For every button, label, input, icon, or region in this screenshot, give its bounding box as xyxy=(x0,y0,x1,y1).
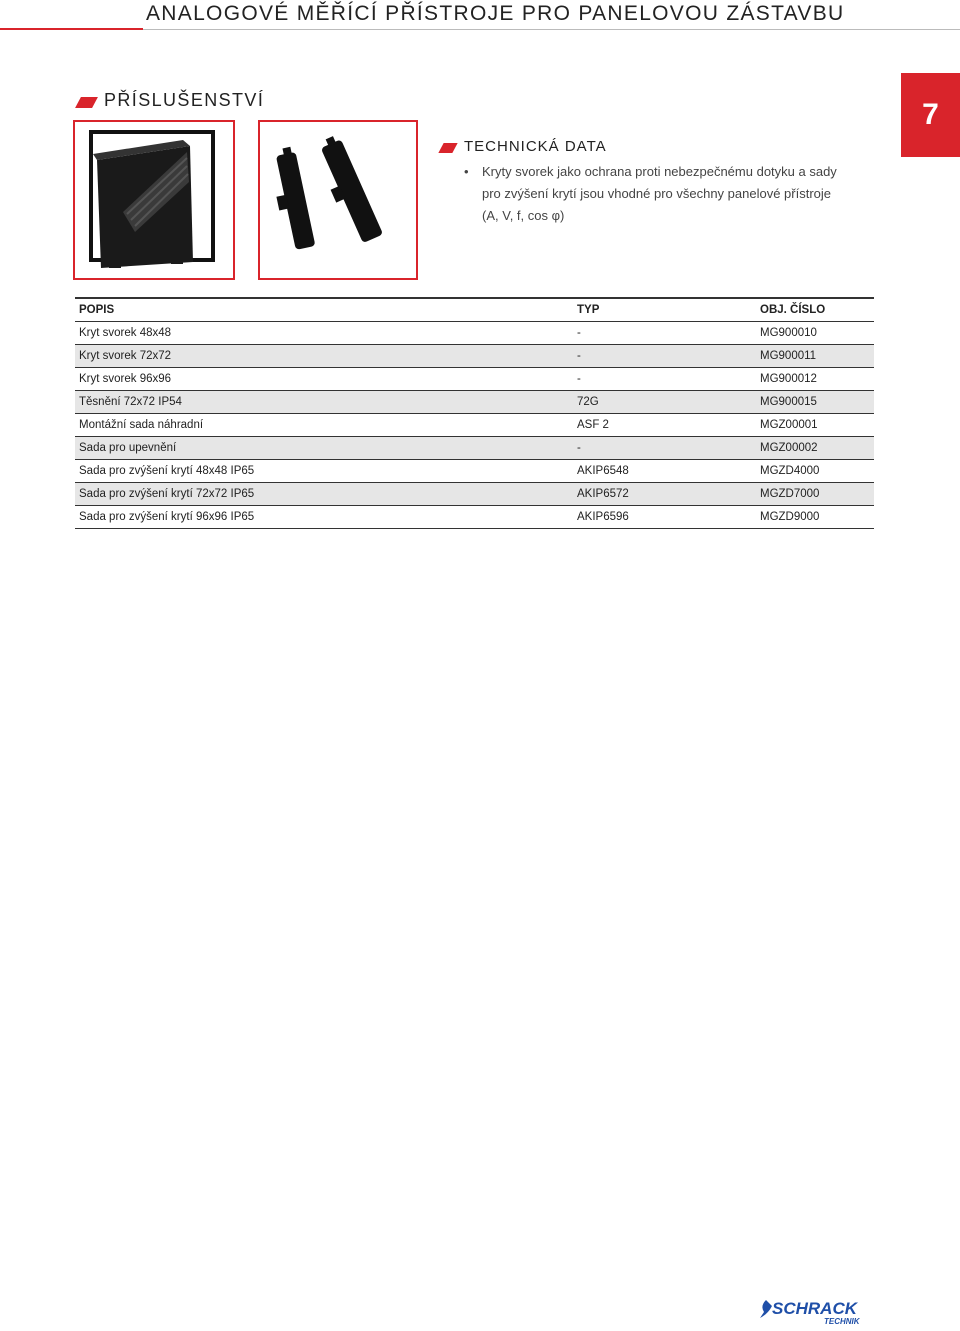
cell-typ: AKIP6548 xyxy=(577,465,629,477)
table-row xyxy=(75,506,874,529)
cell-obj-cislo: MG900010 xyxy=(760,327,817,339)
cell-obj-cislo: MGZD7000 xyxy=(760,488,820,500)
schrack-logo xyxy=(758,1296,880,1326)
cell-typ: AKIP6596 xyxy=(577,511,629,523)
table-row xyxy=(75,368,874,391)
cell-typ: - xyxy=(577,350,581,362)
table-row xyxy=(75,437,874,460)
tech-data-body xyxy=(464,161,874,227)
cell-obj-cislo: MGZD4000 xyxy=(760,465,820,477)
table-row xyxy=(75,460,874,483)
table-row xyxy=(75,345,874,368)
tech-marker-icon xyxy=(438,143,457,153)
cell-obj-cislo: MGZ00001 xyxy=(760,419,818,431)
terminal-cover-icon xyxy=(75,122,233,278)
cell-obj-cislo: MG900011 xyxy=(760,350,817,362)
cell-typ: AKIP6572 xyxy=(577,488,629,500)
cell-popis: Těsnění 72x72 IP54 xyxy=(79,396,182,408)
cell-typ: 72G xyxy=(577,396,599,408)
cell-obj-cislo: MG900012 xyxy=(760,373,817,385)
cell-obj-cislo: MGZ00002 xyxy=(760,442,818,454)
cell-popis: Sada pro zvýšení krytí 72x72 IP65 xyxy=(79,488,255,500)
column-header-obj-cislo: OBJ. ČÍSLO xyxy=(760,304,826,316)
table-row xyxy=(75,483,874,506)
cell-popis: Sada pro zvýšení krytí 48x48 IP65 xyxy=(79,465,255,477)
page-title: ANALOGOVÉ MĚŘÍCÍ PŘÍSTROJE PRO PANELOVOU ZÁSTAVBU xyxy=(146,2,845,25)
svg-text:SCHRACK: SCHRACK xyxy=(772,1299,857,1318)
column-header-typ: TYP xyxy=(577,304,600,316)
page-header xyxy=(0,0,960,30)
tech-data-title: TECHNICKÁ DATA xyxy=(464,138,607,155)
cell-typ: ASF 2 xyxy=(577,419,609,431)
tech-line-3: (A, V, f, cos φ) xyxy=(482,208,565,223)
section-marker-icon xyxy=(75,97,98,108)
mounting-clamp-icon xyxy=(260,122,416,278)
cell-typ: - xyxy=(577,442,581,454)
table-header-row xyxy=(75,299,874,322)
schrack-logo-icon xyxy=(758,1296,880,1326)
cell-popis: Kryt svorek 72x72 xyxy=(79,350,172,362)
table-row xyxy=(75,322,874,345)
accessories-table xyxy=(75,297,874,529)
tech-line-1: Kryty svorek jako ochrana proti nebezpečnému dotyku a sady xyxy=(482,164,837,179)
cell-typ: - xyxy=(577,327,581,339)
table-row xyxy=(75,391,874,414)
cell-popis: Sada pro zvýšení krytí 96x96 IP65 xyxy=(79,511,255,523)
section-title: PŘÍSLUŠENSTVÍ xyxy=(104,90,265,110)
terminal-cover-image xyxy=(73,120,235,280)
mounting-set-image xyxy=(258,120,418,280)
svg-text:TECHNIK: TECHNIK xyxy=(824,1317,860,1326)
chapter-tab: 7 xyxy=(901,73,960,157)
header-divider xyxy=(143,29,960,30)
cell-popis: Kryt svorek 48x48 xyxy=(79,327,172,339)
cell-obj-cislo: MGZD9000 xyxy=(760,511,820,523)
cell-obj-cislo: MG900015 xyxy=(760,396,817,408)
column-header-popis: POPIS xyxy=(79,304,115,316)
cell-popis: Sada pro upevnění xyxy=(79,442,177,454)
bullet-icon: • xyxy=(464,164,469,179)
cell-popis: Montážní sada náhradní xyxy=(79,419,204,431)
table-row xyxy=(75,414,874,437)
header-accent-line xyxy=(0,28,143,30)
tech-line-2: pro zvýšení krytí jsou vhodné pro všechny panelové přístroje xyxy=(482,186,832,201)
cell-popis: Kryt svorek 96x96 xyxy=(79,373,172,385)
cell-typ: - xyxy=(577,373,581,385)
